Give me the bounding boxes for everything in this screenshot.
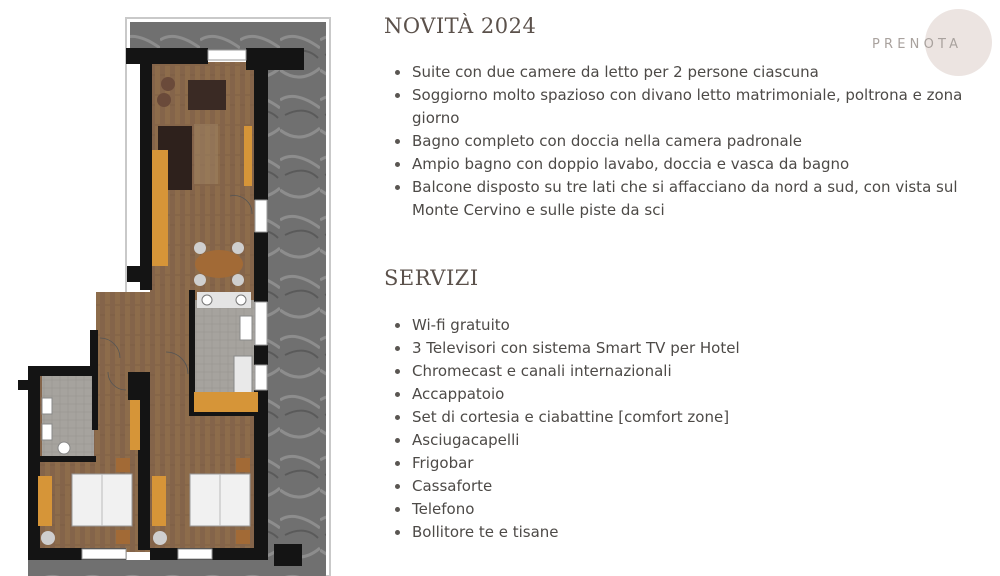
list-item: Suite con due camere da letto per 2 persone ciascuna bbox=[412, 61, 972, 84]
list-item: Bollitore te e tisane bbox=[412, 521, 972, 544]
list-item: Balcone disposto su tre lati che si affacciano da nord a sud, con vista sul Monte Cervino e sulle piste da sci bbox=[412, 176, 972, 222]
list-item: Set di cortesia e ciabattine [comfort zone] bbox=[412, 406, 972, 429]
dining-table bbox=[195, 250, 243, 278]
list-item: Chromecast e canali internazionali bbox=[412, 360, 972, 383]
armchair bbox=[188, 80, 226, 110]
list-item: Accappatoio bbox=[412, 383, 972, 406]
list-item: Soggiorno molto spazioso con divano letto matrimoniale, poltrona e zona giorno bbox=[412, 84, 972, 130]
servizi-list bbox=[412, 314, 972, 544]
list-item: Cassaforte bbox=[412, 475, 972, 498]
list-item: 3 Televisori con sistema Smart TV per Hotel bbox=[412, 337, 972, 360]
terrace-right bbox=[262, 22, 326, 576]
list-item: Bagno completo con doccia nella camera padronale bbox=[412, 130, 972, 153]
novita-list bbox=[412, 61, 972, 222]
list-item: Frigobar bbox=[412, 452, 972, 475]
list-item: Asciugacapelli bbox=[412, 429, 972, 452]
suite-floorplan bbox=[0, 0, 340, 576]
novita-title: NOVITÀ 2024 bbox=[384, 14, 537, 38]
list-item: Wi-fi gratuito bbox=[412, 314, 972, 337]
book-button[interactable]: PRENOTA bbox=[872, 37, 963, 52]
list-item: Telefono bbox=[412, 498, 972, 521]
servizi-title: SERVIZI bbox=[384, 266, 479, 290]
list-item: Ampio bagno con doppio lavabo, doccia e vasca da bagno bbox=[412, 153, 972, 176]
